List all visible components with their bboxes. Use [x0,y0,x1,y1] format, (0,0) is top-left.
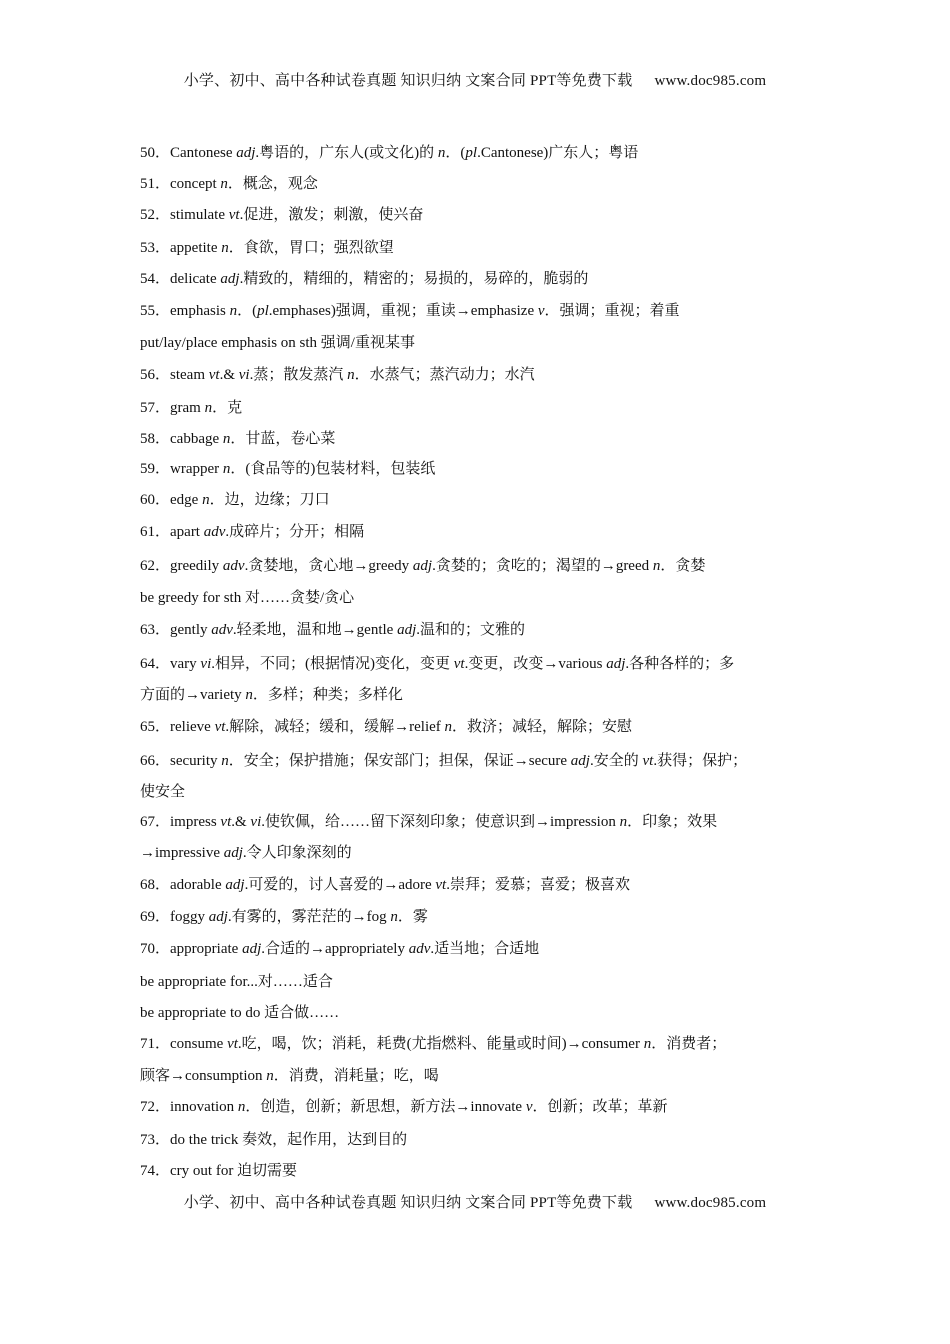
vocab-line: 53．appetite n．食欲，胃口；强烈欲望 [140,240,394,256]
vocab-line: 使安全 [140,784,186,800]
vocab-line: put/lay/place emphasis on sth 强调/重视某事 [140,335,415,351]
vocab-line: 60．edge n．边，边缘；刀口 [140,492,330,508]
vocab-line: be appropriate for...对……适合 [140,974,333,990]
vocab-line: 68．adorable adj.可爱的，讨人喜爱的→adore vt.崇拜；爱慕；喜爱；极喜欢 [140,877,630,893]
vocab-line: 55．emphasis n．(pl.emphases)强调，重视；重读→emphasize v．强调；重视；着重 [140,303,680,319]
vocab-line: 方面的→variety n．多样；种类；多样化 [140,687,403,703]
vocab-line: 66．security n．安全；保护措施；保安部门；担保，保证→secure adj.安全的 vt.获得；保护； [140,753,748,769]
vocab-line: 65．relieve vt.解除，减轻；缓和，缓解→relief n．救济；减轻，解除；安慰 [140,719,633,735]
vocab-line: 58．cabbage n．甘蓝，卷心菜 [140,431,336,447]
vocab-line: 顾客→consumption n．消费，消耗量；吃，喝 [140,1068,439,1084]
vocab-line: 69．foggy adj.有雾的，雾茫茫的→fog n．雾 [140,909,428,925]
vocab-line: be greedy for sth 对……贪婪/贪心 [140,590,355,606]
vocab-line: 72．innovation n．创造，创新；新思想，新方法→innovate v．创新；改革；革新 [140,1099,668,1115]
vocab-line: 67．impress vt.& vi.使钦佩，给……留下深刻印象；使意识到→impression n．印象；效果 [140,814,718,830]
vocab-line: 57．gram n．克 [140,400,243,416]
vocab-line: 50．Cantonese adj.粤语的，广东人(或文化)的 n．(pl.Cantonese)广东人；粤语 [140,145,639,161]
vocab-line: 70．appropriate adj.合适的→appropriately adv.适当地；合适地 [140,941,540,957]
vocab-line: 51．concept n．概念，观念 [140,176,318,192]
vocab-line: 71．consume vt.吃，喝，饮；消耗，耗费(尤指燃料、能量或时间)→consumer n．消费者； [140,1036,727,1052]
footer-url: www.doc985.com [654,1195,767,1211]
vocab-line: 56．steam vt.& vi.蒸；散发蒸汽 n．水蒸气；蒸汽动力；水汽 [140,367,535,383]
vocab-line: 59．wrapper n．(食品等的)包装材料，包装纸 [140,461,436,477]
vocab-line: 54．delicate adj.精致的，精细的，精密的；易损的，易碎的，脆弱的 [140,271,589,287]
vocab-line: 64．vary vi.相异，不同；(根据情况)变化，变更 vt.变更，改变→various adj.各种各样的；多 [140,656,735,672]
vocab-line: 63．gently adv.轻柔地，温和地→gentle adj.温和的；文雅的 [140,622,526,638]
footer-text: 小学、初中、高中各种试卷真题 知识归纳 文案合同 PPT等免费下载 [183,1195,633,1211]
vocab-line: 52．stimulate vt.促进，激发；刺激，使兴奋 [140,207,424,223]
page-footer [0,1191,950,1212]
vocab-line: 73．do the trick 奏效，起作用，达到目的 [140,1132,408,1148]
header-url: www.doc985.com [654,73,767,89]
page-header [0,69,950,90]
vocab-line: 61．apart adv.成碎片；分开；相隔 [140,524,365,540]
vocab-line: 62．greedily adv.贪婪地，贪心地→greedy adj.贪婪的；贪吃的；渴望的→greed n．贪婪 [140,558,706,574]
header-text: 小学、初中、高中各种试卷真题 知识归纳 文案合同 PPT等免费下载 [183,73,633,89]
vocab-line: be appropriate to do 适合做…… [140,1005,340,1021]
vocab-line: →impressive adj.令人印象深刻的 [140,845,352,861]
vocab-line: 74．cry out for 迫切需要 [140,1163,298,1179]
